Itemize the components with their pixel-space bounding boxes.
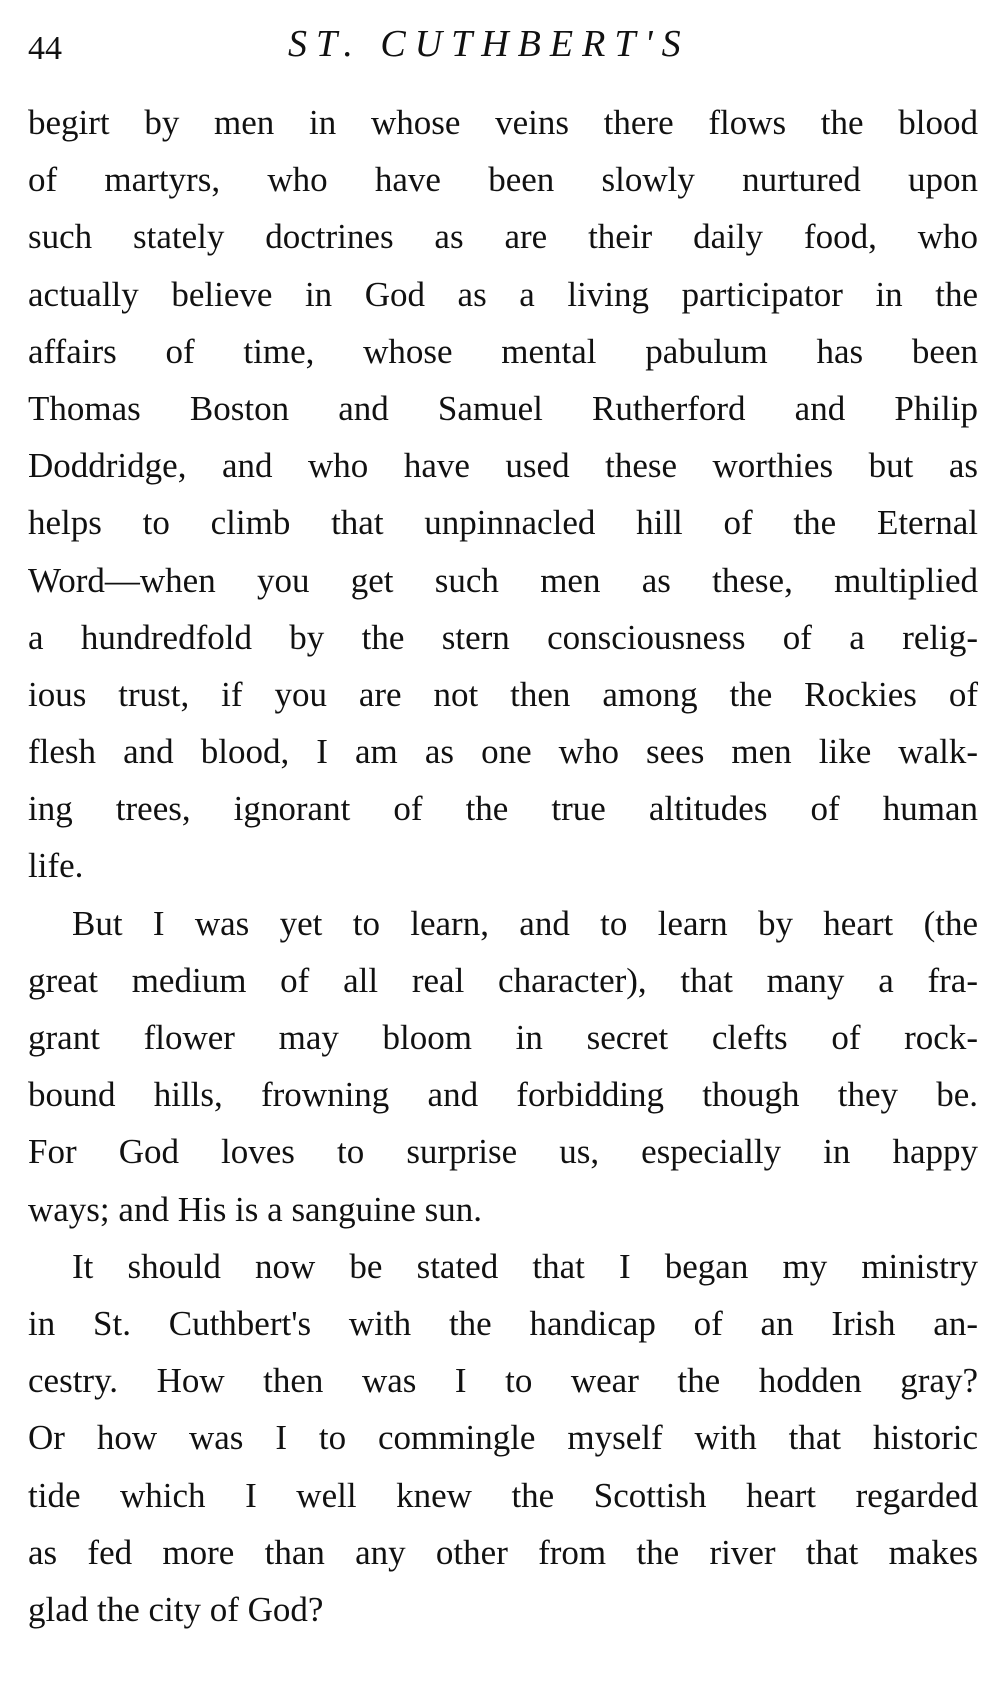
text-line: glad the city of God? bbox=[28, 1589, 324, 1629]
text-line: cestry. How then was I to wear the hodden gray? bbox=[28, 1361, 978, 1401]
text-line: Or how was I to commingle myself with that historic bbox=[28, 1418, 978, 1458]
text-line: Word—when you get such men as these, multiplied bbox=[28, 560, 978, 600]
running-title: ST. CUTHBERT'S bbox=[288, 23, 690, 65]
text-line: actually believe in God as a living participator in the bbox=[28, 274, 978, 314]
text-line: flesh and blood, I am as one who sees men like walk- bbox=[28, 732, 978, 772]
text-line: It should now be stated that I began my ministry bbox=[72, 1246, 978, 1286]
text-line: grant flower may bloom in secret clefts of rock- bbox=[28, 1018, 978, 1057]
body-text bbox=[28, 94, 978, 1638]
text-line: of martyrs, who have been slowly nurtured upon bbox=[28, 160, 978, 200]
text-line: ways; and His is a sanguine sun. bbox=[28, 1189, 482, 1229]
page-number: 44 bbox=[28, 30, 62, 67]
text-line: tide which I well knew the Scottish heart regarded bbox=[28, 1475, 978, 1515]
paragraph bbox=[28, 895, 978, 1238]
text-line: ious trust, if you are not then among the Rockies of bbox=[28, 674, 978, 714]
paragraph bbox=[28, 94, 978, 895]
text-line: as fed more than any other from the river that makes bbox=[28, 1532, 978, 1572]
text-line: life. bbox=[28, 846, 84, 886]
text-line: great medium of all real character), that many a fra- bbox=[28, 960, 978, 1000]
text-line: bound hills, frowning and forbidding though they be. bbox=[28, 1075, 978, 1115]
text-line: such stately doctrines as are their daily food, who bbox=[28, 217, 978, 257]
text-line: For God loves to surprise us, especially in happy bbox=[28, 1132, 978, 1172]
page-header bbox=[28, 22, 978, 82]
text-line: Doddridge, and who have used these worthies but as bbox=[28, 446, 978, 486]
text-line: a hundredfold by the stern consciousness of a relig- bbox=[28, 617, 978, 657]
text-line: Thomas Boston and Samuel Rutherford and Philip bbox=[28, 388, 978, 428]
text-line: But I was yet to learn, and to learn by heart (the bbox=[72, 903, 978, 943]
text-line: ing trees, ignorant of the true altitudes of human bbox=[28, 789, 978, 829]
paragraph bbox=[28, 1238, 978, 1638]
text-line: affairs of time, whose mental pabulum has been bbox=[28, 331, 978, 371]
text-line: helps to climb that unpinnacled hill of the Eternal bbox=[28, 503, 978, 543]
text-line: in St. Cuthbert's with the handicap of an Irish an- bbox=[28, 1303, 978, 1343]
text-line: begirt by men in whose veins there flows the blood bbox=[28, 103, 978, 142]
